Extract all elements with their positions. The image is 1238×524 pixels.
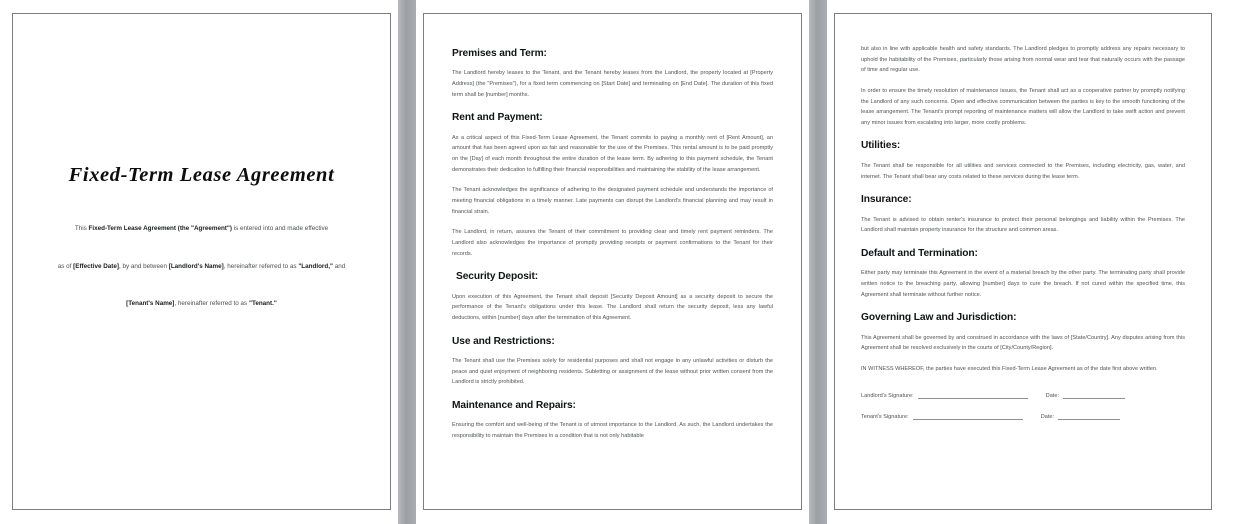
document-section (452, 271, 773, 323)
section-paragraph: The Tenant acknowledges the significance of adhering to the designated payment schedule and understands the importance of meeting financial obligations in a timely manner. Late payments can disrupt the Landlord's financial planning and may result in financial strain. (452, 187, 773, 215)
signature-label: Landlord's Signature: (861, 392, 914, 399)
document-section (452, 48, 773, 100)
signature-block (861, 392, 1185, 420)
page-gap-left-1 (391, 0, 398, 524)
cover-line2-bold-effective-date: [Effective Date] (73, 262, 119, 270)
page-gap-left-2 (802, 0, 809, 524)
page-gap-right-1 (416, 0, 423, 524)
section-paragraph: Upon execution of this Agreement, the Tenant shall deposit [Security Deposit Amount] as a security deposit to secure the performance of the Tenant's obligations under this lease. The Landlord shall return the security deposit, less any lawful deductions, within [number] days after the termination of this Agreement. (452, 293, 773, 321)
cover-line1-text-a: This (74, 225, 89, 232)
section-heading: Premises and Term: (452, 48, 547, 59)
document-page-2[interactable] (423, 13, 802, 510)
section-heading: Insurance: (861, 194, 912, 206)
document-section (452, 112, 773, 259)
cover-intro-line-2 (43, 263, 360, 272)
page-separator-2 (809, 0, 827, 524)
cover-line2-text-b: , by and between (119, 262, 169, 270)
signature-row (861, 392, 1185, 399)
page-gap-right-2 (827, 0, 834, 524)
cover-line1-text-b: is entered into and made effective (232, 225, 329, 232)
section-paragraph: Ensuring the comfort and well-being of the Tenant is of utmost importance to the Landlord. As such, the Landlord undertakes the responsibility to maintain the Premises in a condition that is not only habitable (452, 422, 773, 439)
section-paragraph: As a critical aspect of this Fixed-Term Lease Agreement, the Tenant commits to paying a monthly rent of [Rent Amount], an amount that has been agreed upon as fair and reasonable for the use of the Premises. This rental amount is to be paid promptly on the [Day] of each month throughout the entire duration of the lease term. By adhering to this payment schedule, the Tenant demonstrates their dedication to fulfilling their financial responsibilities and maintaining the stability of the lease arrangement. (452, 134, 773, 173)
signature-row (861, 413, 1185, 420)
cover-intro-line-1 (43, 225, 360, 234)
cover-line3-bold-tenant-term: "Tenant." (248, 300, 277, 307)
document-section (452, 336, 773, 388)
document-section (861, 140, 1185, 182)
cover-line2-text-a: as of (57, 262, 74, 270)
section-paragraph: The Tenant shall use the Premises solely for residential purposes and shall not engage in any unlawful activities or disturb the peace and quiet enjoyment of neighboring residents. Subletting or assignment of the lease without prior written consent from the Landlord is strictly prohibited. (452, 357, 773, 386)
section-heading: Rent and Payment: (452, 112, 543, 124)
section-paragraph: The Tenant shall be responsible for all utilities and services connected to the Premises, including electricity, gas, water, and internet. The Tenant shall bear any costs related to these services during the lease term. (861, 162, 1185, 180)
cover-line3-bold-tenant-name: [Tenant's Name] (126, 300, 175, 307)
section-heading: Security Deposit: (456, 271, 539, 283)
section-paragraph: but also in line with applicable health and safety standards. The Landlord pledges to promptly address any repairs necessary to uphold the habitability of the Premises, particularly those arising from normal wear and tear that naturally occurs with the passage of time and regular use. (861, 46, 1185, 74)
cover-line2-bold-landlord-term: "Landlord," (298, 262, 333, 270)
cover-line1-bold-a: Fixed-Term Lease Agreement (the "Agreement") (88, 225, 232, 232)
signature-line[interactable] (913, 413, 1023, 420)
cover-line3-text-a: , hereinafter referred to as (174, 300, 249, 307)
document-section (861, 312, 1185, 374)
cover-line2-text-c: , hereinafter referred to as (223, 262, 299, 270)
document-section (861, 248, 1185, 300)
signature-date-line[interactable] (1063, 392, 1125, 399)
cover-intro-line-3 (43, 300, 360, 309)
continued-paragraphs (861, 44, 1185, 128)
section-paragraph: This Agreement shall be governed by and construed in accordance with the laws of [State/Country]. Any disputes arising from this Agreement shall be resolved exclusively in the courts of [City/County/Region]. (861, 334, 1185, 352)
section-heading: Default and Termination: (861, 247, 978, 259)
cover-line2-text-d: and (332, 262, 346, 270)
document-section (861, 194, 1185, 236)
section-heading: Use and Restrictions: (452, 335, 555, 347)
document-page-3[interactable] (834, 13, 1212, 510)
page-title: Fixed-Term Lease Agreement (68, 164, 335, 186)
section-heading: Governing Law and Jurisdiction: (861, 312, 1017, 324)
section-paragraph: The Landlord, in return, assures the Tenant of their commitment to providing clear and timely rent payment reminders. The Landlord also acknowledges the importance of promptly providing receipts or payment confirmations to the Tenant for their records. (452, 229, 773, 257)
section-paragraph: The Tenant is advised to obtain renter's insurance to protect their personal belongings and liability within the Premises. The Landlord shall maintain property insurance for the structure and common areas. (861, 216, 1185, 234)
signature-date-label: Date: (1040, 413, 1055, 420)
document-page-1[interactable] (12, 13, 391, 510)
signature-date-label: Date: (1045, 392, 1060, 399)
document-section (452, 400, 773, 442)
signature-line[interactable] (918, 392, 1028, 399)
signature-date-line[interactable] (1058, 413, 1120, 420)
cover-line2-bold-landlord-name: [Landlord's Name] (168, 262, 224, 270)
section-paragraph: IN WITNESS WHEREOF, the parties have executed this Fixed-Term Lease Agreement as of the date first above written. (861, 365, 1158, 372)
section-paragraph: The Landlord hereby leases to the Tenant, and the Tenant hereby leases from the Landlord, the property located at [Property Address] (the "Premises"), for a fixed term commencing on [Start Date] and terminating on [End Date]. The duration of this fixed term shall be [number] months. (452, 70, 773, 98)
page-separator-1 (398, 0, 416, 524)
signature-label: Tenant's Signature: (861, 413, 909, 420)
section-paragraph: In order to ensure the timely resolution of maintenance issues, the Tenant shall act as a cooperative partner by promptly notifying the Landlord of any such concerns. Open and effective communication between the parties is key to the smooth functioning of the lease arrangement. The Tenant's prompt reporting of maintenance matters will allow the Landlord to take swift action and prevent any minor issues from escalating into larger, more costly problems. (861, 87, 1185, 126)
section-heading: Maintenance and Repairs: (452, 399, 576, 411)
section-paragraph: Either party may terminate this Agreement in the event of a material breach by the other party. The terminating party shall provide written notice to the breaching party, allowing [number] days to cure the breach. If not cured within the specified time, this Agreement shall terminate without further notice. (861, 270, 1185, 298)
section-heading: Utilities: (861, 140, 901, 152)
